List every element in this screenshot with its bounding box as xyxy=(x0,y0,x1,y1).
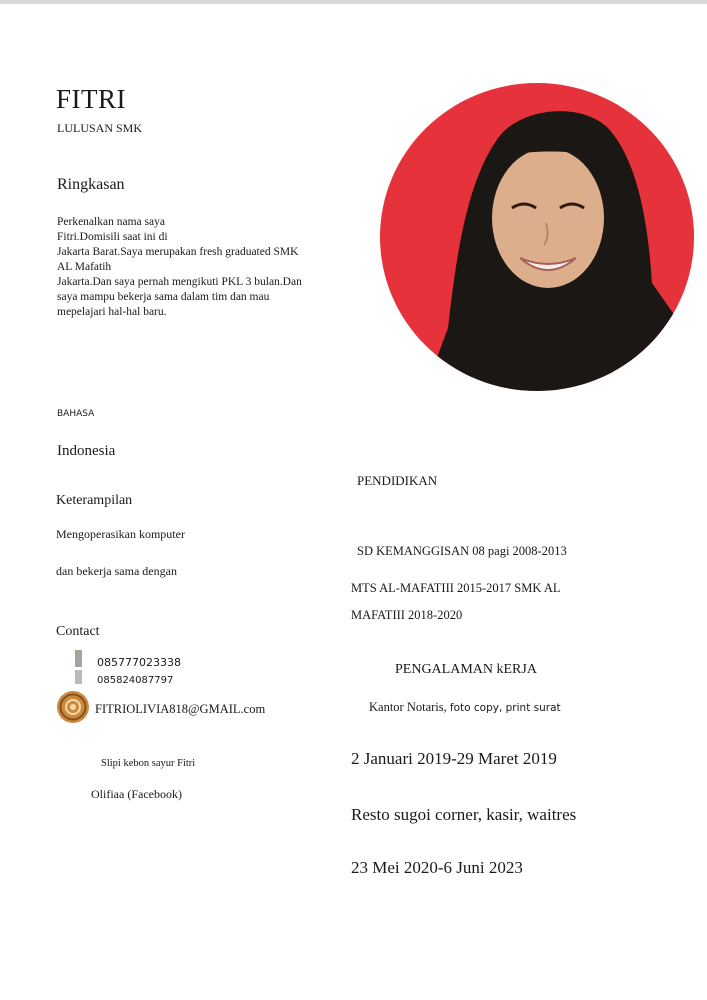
phone-icon xyxy=(75,650,83,686)
language-value: Indonesia xyxy=(57,443,116,459)
language-heading: BAHASA xyxy=(57,409,95,419)
skills-heading: Keterampilan xyxy=(56,493,133,508)
summary-text xyxy=(57,215,302,320)
job-1-description: foto copy, print surat xyxy=(449,702,561,714)
summary-line: Jakarta.Dan saya pernah mengikuti PKL 3 bulan.Dan xyxy=(57,276,302,288)
mail-icon xyxy=(56,690,90,724)
experience-job-1 xyxy=(369,700,561,715)
experience-heading: PENGALAMAN kERJA xyxy=(395,662,537,677)
skill-item: Mengoperasikan komputer xyxy=(56,527,185,541)
summary-line: Jakarta Barat.Saya merupakan fresh graduated SMK xyxy=(57,246,299,258)
email-link[interactable]: FITRIOLIVIA818@GMAIL.com xyxy=(95,702,266,716)
facebook-link[interactable]: Olifiaa (Facebook) xyxy=(91,787,182,801)
education-line: MTS AL-MAFATIII 2015-2017 SMK AL xyxy=(351,581,561,595)
job-1-place: Kantor Notaris, xyxy=(369,700,447,714)
job-2-dates: 23 Mei 2020-6 Juni 2023 xyxy=(351,858,523,877)
summary-line: saya mampu bekerja sama dalam tim dan mau xyxy=(57,291,270,303)
phone-number-2[interactable]: 085824087797 xyxy=(97,675,174,686)
summary-line: mepelajari hal-hal baru. xyxy=(57,306,167,318)
job-1-dates: 2 Januari 2019-29 Maret 2019 xyxy=(351,749,557,768)
summary-line: Fitri.Domisili saat ini di xyxy=(57,231,168,243)
contact-heading: Contact xyxy=(56,624,100,639)
education-line: SD KEMANGGISAN 08 pagi 2008-2013 xyxy=(357,544,567,558)
phone-number-1[interactable]: 085777023338 xyxy=(97,656,181,669)
resume-name: FITRI xyxy=(56,84,126,114)
experience-job-2: Resto sugoi corner, kasir, waitres xyxy=(351,805,577,824)
profile-photo xyxy=(380,83,694,391)
education-line: MAFATIII 2018-2020 xyxy=(351,608,463,622)
top-border xyxy=(0,0,707,4)
skill-item: dan bekerja sama dengan xyxy=(56,564,177,578)
resume-role: LULUSAN SMK xyxy=(57,121,143,135)
summary-heading: Ringkasan xyxy=(57,176,125,193)
summary-line: AL Mafatih xyxy=(57,261,112,273)
education-heading: PENDIDIKAN xyxy=(357,473,438,488)
summary-line: Perkenalkan nama saya xyxy=(57,216,165,228)
address-text: Slipi kebon sayur Fitri xyxy=(101,758,196,769)
